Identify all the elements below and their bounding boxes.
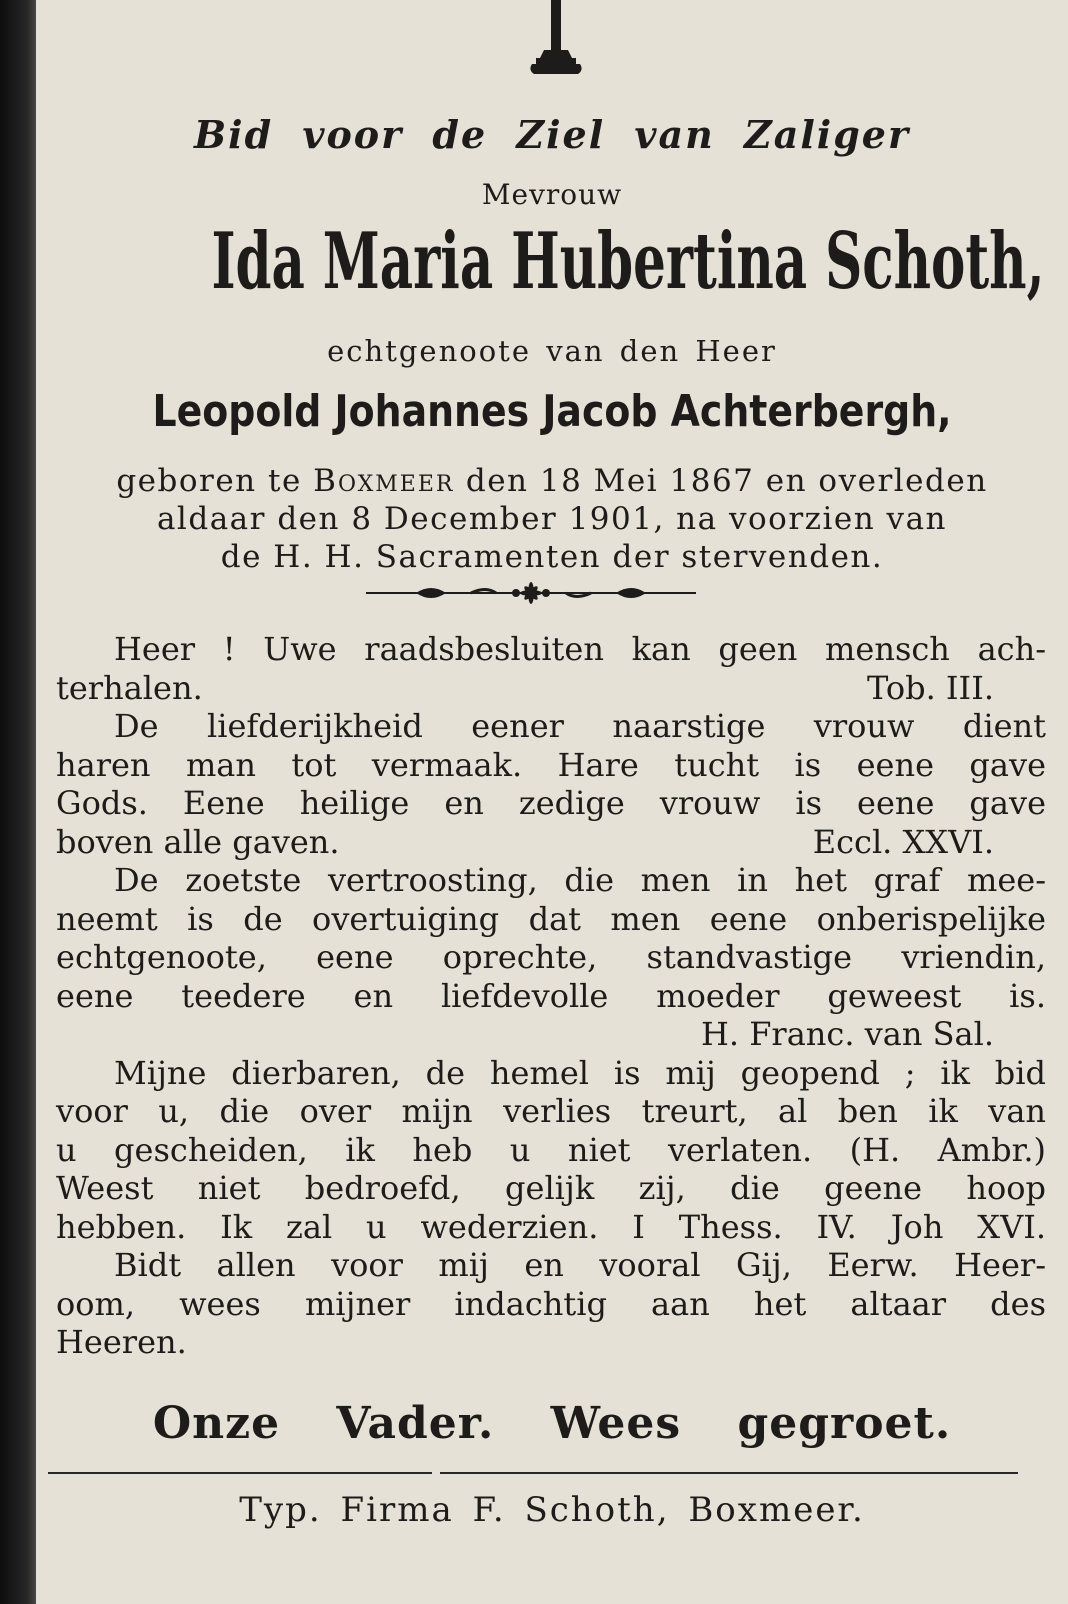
verse-text: Gods. Eene heilige en zedige vrouw is eene gave	[56, 784, 1046, 822]
verse-line	[56, 1131, 1046, 1170]
memorial-card	[36, 0, 1068, 1604]
verse-line	[56, 900, 1046, 939]
verse-line	[56, 938, 1046, 977]
cross-icon	[506, 0, 606, 80]
verse-line	[56, 746, 1046, 785]
verse-text: Bidt allen voor mij en vooral Gij, Eerw. Heer-	[114, 1246, 1046, 1284]
verse-line	[56, 707, 1046, 746]
spouse-name: Leopold Johannes Jacob Achterbergh,	[152, 386, 952, 437]
birth-line-2: aldaar den 8 December 1901, na voorzien van	[156, 501, 948, 537]
verse-text: u gescheiden, ik heb u niet verlaten. (H. Ambr.)	[56, 1130, 1046, 1169]
birth-text-a: geboren te	[116, 463, 302, 499]
verse-text: neemt is de overtuiging dat men eene onberispelijke	[56, 899, 1046, 938]
birth-line-3: de H. H. Sacramenten der stervenden.	[220, 539, 884, 575]
verse-text: De zoetste vertroosting, die men in het graf mee-	[114, 861, 1046, 899]
verse-text: terhalen.	[56, 668, 203, 707]
verse-line	[56, 1169, 1046, 1208]
verse-line	[56, 630, 1046, 669]
verse-line	[56, 861, 1046, 900]
verse-text: Heeren.	[56, 1323, 187, 1361]
birth-text-b: den 18 Mei 1867 en overleden	[465, 463, 988, 499]
verse-text: hebben. Ik zal u wederzien. I Thess. IV. Joh XVI.	[56, 1207, 1046, 1246]
verse-text: boven alle gaven.	[56, 822, 340, 861]
verse-text: eene teedere en liefdevolle moeder geweest is.	[56, 976, 1046, 1015]
verse-line	[56, 1323, 1046, 1362]
verse-text: Heer ! Uwe raadsbesluiten kan geen mensch ach-	[114, 630, 1046, 668]
verse-line	[56, 1054, 1046, 1093]
ornament-divider	[366, 578, 696, 608]
divider-left	[48, 1472, 432, 1474]
verse-reference: Eccl. XXVI.	[812, 822, 994, 861]
divider-right	[440, 1472, 1018, 1474]
verse-text: Mijne dierbaren, de hemel is mij geopend ; ik bid	[114, 1053, 1046, 1092]
verse-line	[56, 1246, 1046, 1285]
verse-line	[56, 1208, 1046, 1247]
verse-text: echtgenoote, eene oprechte, standvastige vriendin,	[56, 938, 1046, 976]
verse-block	[56, 630, 1046, 1362]
verse-line	[56, 1092, 1046, 1131]
verse-text: haren man tot vermaak. Hare tucht is eene gave	[56, 745, 1046, 784]
birth-death-text	[36, 462, 1068, 576]
verse-line	[56, 669, 1046, 708]
honorific: Mevrouw	[481, 178, 623, 211]
verse-text: voor u, die over mijn verlies treurt, al ben ik van	[56, 1092, 1046, 1130]
verse-text: oom, wees mijner indachtig aan het altaar des	[56, 1284, 1046, 1323]
verse-line	[56, 784, 1046, 823]
deceased-name: Ida Maria Hubertina Schoth,	[211, 216, 1045, 307]
invocation-heading: Bid voor de Ziel van Zaliger	[194, 112, 910, 157]
prayer-line: Onze Vader. Wees gegroet.	[152, 1398, 952, 1449]
verse-reference: Tob. III.	[866, 668, 994, 707]
birth-place: Boxmeer	[313, 463, 455, 499]
verse-text: De liefderijkheid eener naarstige vrouw dient	[114, 707, 1046, 745]
verse-line	[56, 977, 1046, 1016]
verse-line	[56, 1015, 1046, 1054]
verse-line	[56, 1285, 1046, 1324]
verse-line	[56, 823, 1046, 862]
verse-reference: H. Franc. van Sal.	[700, 1015, 994, 1053]
spouse-intro: echtgenoote van den Heer	[327, 334, 777, 368]
card-background-edge	[0, 0, 36, 1604]
verse-text: Weest niet bedroefd, gelijk zij, die geene hoop	[56, 1169, 1046, 1207]
printer-credit: Typ. Firma F. Schoth, Boxmeer.	[239, 1490, 865, 1530]
birth-line-1	[36, 462, 1068, 500]
